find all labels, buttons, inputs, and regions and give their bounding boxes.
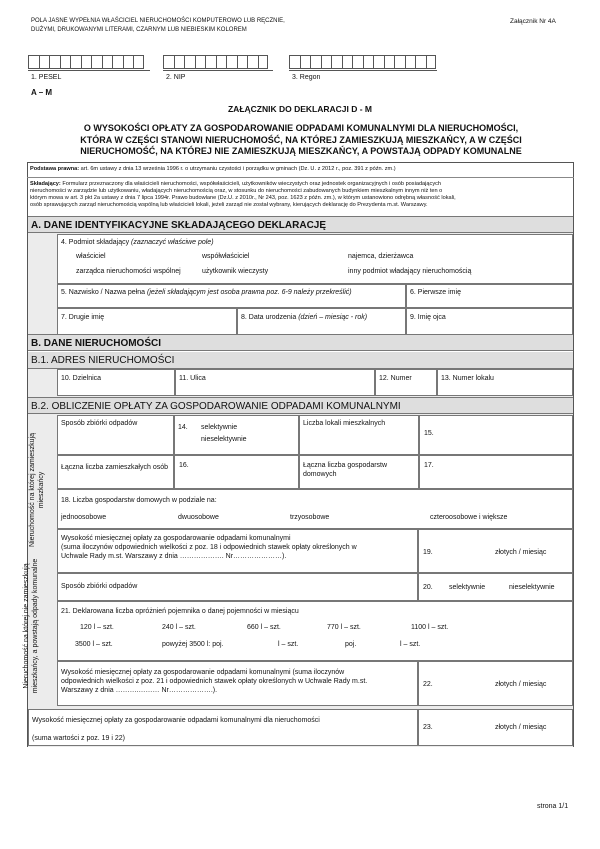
- pesel-label: 1. PESEL: [31, 74, 62, 81]
- field-12-number[interactable]: 12. Numer: [375, 369, 437, 396]
- field-6-first-name[interactable]: [406, 284, 573, 308]
- submitter-info: Składający: Formularz przeznaczony dla właścicieli nieruchomości, współwłaścicieli, użytkowników wieczystych oraz jednostek organizacyjnych i osób posiadających nieruchomości w zarządzie lub użytkowaniu, władających nieruchomością oraz, w stosunku do nieruchomości zabudowanych budynkiem mieszkalnym innym niż ten o którym mowa w art. 3 pkt 2a ustawy z dnia 7 lipca 1994r. Prawo budowlane (Dz.U. z 2010r., Nr 243, poz. 1623 z późn. zm.), w którym ustanowiono odrębną własność lokali, osób sprawujących zarząd nieruchomością wspólną lub właścicieli lokali, jeżeli zarząd nie został wybrany, kierujących deklarację do Prezydenta m.st. Warszawy.: [30, 181, 456, 208]
- option-co-owner[interactable]: współwłaściciel: [202, 253, 250, 260]
- option-manager[interactable]: zarządca nieruchomości wspólnej: [76, 268, 181, 275]
- residential-part-label: Nieruchomość na której zamieszkują mieszkańcy: [29, 433, 45, 547]
- field-5-name[interactable]: [57, 284, 406, 308]
- form-title: ZAŁĄCZNIK DO DEKLARACJI D - M: [227, 104, 373, 114]
- page-number: strona 1/1: [537, 803, 569, 810]
- container-660: 660 l – szt.: [247, 624, 281, 631]
- option-non-selective[interactable]: nieselektywnie: [201, 436, 247, 443]
- field-18-label: 18. Liczba gospodarstw domowych w podziale na:: [61, 497, 217, 504]
- field-8-label: 8. Data urodzenia (dzień – miesiąc - rok): [241, 314, 368, 321]
- households-count-label: Łączna liczba gospodarstw domowych: [303, 462, 388, 478]
- field-4-subject[interactable]: [57, 234, 573, 284]
- am-label: A – M: [31, 88, 53, 97]
- option-perpetual-user[interactable]: użytkownik wieczysty: [202, 268, 269, 275]
- field-16-residents[interactable]: 16.: [174, 455, 299, 489]
- field-22-fee[interactable]: 22. złotych / miesiąc: [418, 661, 573, 706]
- section-b1-header: B.1. ADRES NIERUCHOMOŚCI: [28, 352, 573, 369]
- field-14-collection[interactable]: 14. selektywnie nieselektywnie: [174, 415, 299, 455]
- field-13-unit-number[interactable]: 13. Numer lokalu: [437, 369, 573, 396]
- container-240: 240 l – szt.: [162, 624, 196, 631]
- section-a-header: A. DANE IDENTYFIKACYJNE SKŁADAJĄCEGO DEKLARACJĘ: [28, 216, 573, 233]
- legal-basis: Podstawa prawna: art. 6m ustawy z dnia 13 września 1996 r. o utrzymaniu czystości i porządku w gminach (Dz. U. z 2012 r., poz. 391 z późn. zm.): [30, 166, 396, 172]
- option-owner[interactable]: właściciel: [76, 253, 106, 260]
- field-5-label: 5. Nazwisko / Nazwa pełna (jeżeli składającym jest osoba prawna poz. 6-9 należy przekreślić): [61, 289, 352, 296]
- field-23-total-fee[interactable]: 23. złotych / miesiąc: [418, 709, 573, 746]
- container-over-3500: powyżej 3500 l: poj.: [162, 641, 224, 648]
- units-count-label: Liczba lokali mieszkalnych: [303, 420, 386, 427]
- nip-input[interactable]: [163, 55, 268, 69]
- section-b2-header: B.2. OBLICZENIE OPŁATY ZA GOSPODAROWANIE ODPADAMI KOMUNALNYMI: [28, 397, 573, 414]
- total-fee-sum-label: (suma wartości z poz. 19 i 22): [32, 735, 125, 742]
- non-residential-part-label: Nieruchomość na której nie zamieszkują mieszkańcy, a powstają odpady komunalne: [23, 558, 39, 694]
- attachment-label: Załącznik Nr 4A: [510, 18, 556, 25]
- collection-method-label-2: Sposób zbiórki odpadów: [61, 583, 138, 590]
- field-7-label: 7. Drugie imię: [61, 314, 105, 321]
- section-b-header: B. DANE NIERUCHOMOŚCI: [28, 334, 573, 351]
- instruction-line-2: DUŻYMI, DRUKOWANYMI LITERAMI, CZARNYM LUB NIEBIESKIM KOLOREM: [31, 27, 247, 33]
- collection-method-label: Sposób zbiórki odpadów: [61, 420, 138, 427]
- field-4-label: 4. Podmiot składający (zaznaczyć właściwe pole): [61, 239, 214, 246]
- field-10-district[interactable]: 10. Dzielnica: [57, 369, 175, 396]
- regon-input[interactable]: [289, 55, 436, 69]
- field-6-label: 6. Pierwsze imię: [410, 289, 461, 296]
- field-17-households[interactable]: 17.: [419, 455, 573, 489]
- currency-label: złotych / miesiąc: [495, 549, 547, 556]
- field-19-fee[interactable]: 19. złotych / miesiąc: [418, 529, 573, 573]
- four-plus-person-label: czteroosobowe i większe: [430, 514, 508, 521]
- container-120: 120 l – szt.: [80, 624, 114, 631]
- container-3500: 3500 l – szt.: [75, 641, 113, 648]
- field-11-street[interactable]: 11. Ulica: [175, 369, 375, 396]
- field-18-household-breakdown[interactable]: [57, 489, 573, 529]
- option-selective-2[interactable]: selektywnie: [449, 584, 486, 591]
- container-1100: 1100 l – szt.: [411, 624, 449, 631]
- option-other[interactable]: inny podmiot władający nieruchomością: [348, 268, 472, 275]
- pesel-input[interactable]: [28, 55, 144, 69]
- two-person-label: dwuosobowe: [178, 514, 219, 521]
- option-selective[interactable]: selektywnie: [201, 424, 238, 431]
- form-subtitle: O WYSOKOŚCI OPŁATY ZA GOSPODAROWANIE ODPADAMI KOMUNALNYMI DLA NIERUCHOMOŚCI, KTÓRA W CZĘŚCI STANOWI NIERUCHOMOŚĆ, NA KTÓREJ ZAMIESZKUJĄ MIESZKAŃCY, A W CZĘŚCI NIERUCHOMOŚĆ, NA KTÓREJ NIE ZAMIESZKUJĄ MIESZKAŃCY, A POWSTAJĄ ODPADY KOMUNALNE: [80, 123, 522, 156]
- residents-count-label: Łączna liczba zamieszkałych osób: [61, 464, 168, 471]
- fee-non-residential-label: Wysokość miesięcznej opłaty za gospodarowanie odpadami komunalnymi (suma iloczynów odpowiednich wielkości z poz. 21 i odpowiednich stawek opłaty określonych w Uchwale Rady m.st. Warszawy z dnia ……….……… Nr……………….).: [61, 669, 368, 694]
- fee-residential-label: Wysokość miesięcznej opłaty za gospodarowanie odpadami komunalnymi (suma iloczynów odpowiednich wielkości z poz. 18 i odpowiednich stawek opłaty określonych w Uchwale Rady m.st. Warszawy z dnia ………………. Nr…………………).: [61, 535, 357, 560]
- three-person-label: trzyosobowe: [290, 514, 330, 521]
- single-person-label: jednoosobowe: [61, 514, 107, 521]
- option-tenant[interactable]: najemca, dzierżawca: [348, 253, 414, 260]
- field-15-units[interactable]: 15.: [419, 415, 573, 455]
- nip-label: 2. NIP: [166, 74, 186, 81]
- field-20-collection[interactable]: 20. selektywnie nieselektywnie: [418, 573, 573, 601]
- instruction-line-1: POLA JASNE WYPEŁNIA WŁAŚCICIEL NIERUCHOMOŚCI KOMPUTEROWO LUB RĘCZNIE,: [31, 18, 285, 24]
- container-770: 770 l – szt.: [327, 624, 361, 631]
- field-21-label: 21. Deklarowana liczba opróżnień pojemnika o danej pojemności w miesiącu: [61, 608, 299, 615]
- field-9-label: 9. Imię ojca: [410, 314, 446, 321]
- option-non-selective-2[interactable]: nieselektywnie: [509, 584, 555, 591]
- field-21-container-emptying[interactable]: 21. Deklarowana liczba opróżnień pojemnika o danej pojemności w miesiącu 120 l – szt. 240 l – szt. 660 l – szt. 770 l – szt. 1100 l – szt. 3500 l – szt. powyżej 3500 l: poj. l – szt. poj. l – szt.: [57, 601, 573, 661]
- regon-label: 3. Regon: [292, 74, 321, 81]
- total-fee-label: Wysokość miesięcznej opłaty za gospodarowanie odpadami komunalnymi dla nieruchomości: [32, 717, 320, 724]
